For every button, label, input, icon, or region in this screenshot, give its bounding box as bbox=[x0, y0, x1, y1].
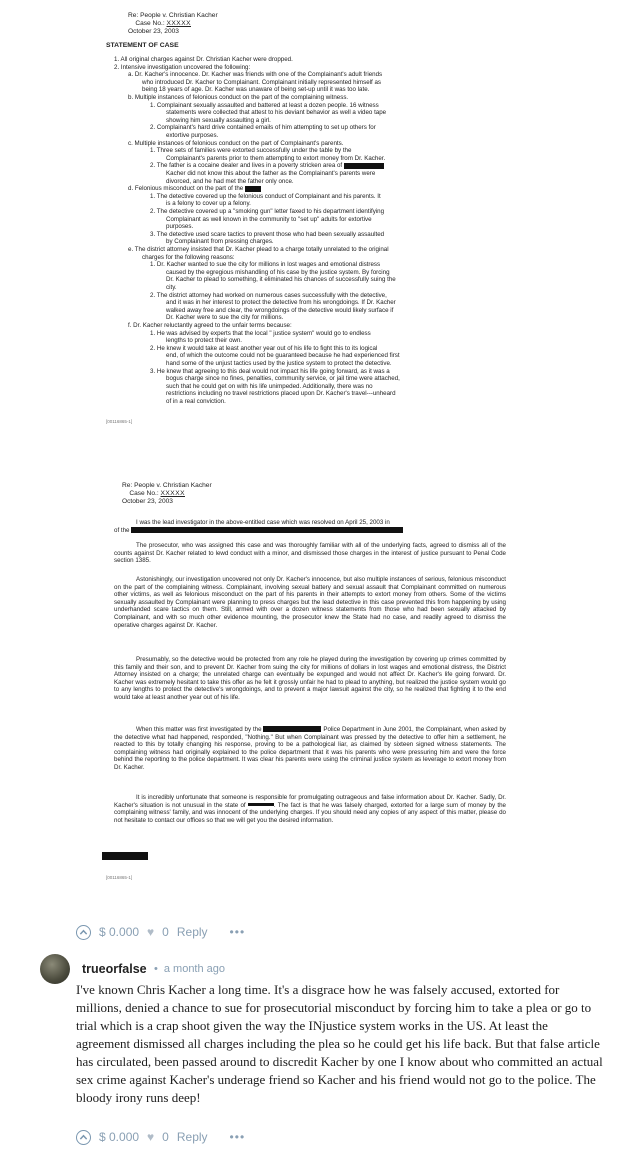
outline-line: who introduced Dr. Kacher to Complainant. Complainant initially represented himself as bbox=[142, 78, 382, 86]
comment-payout[interactable]: $ 0.000 bbox=[99, 1130, 140, 1144]
outline-line: a. Dr. Kacher's innocence. Dr. Kacher was friends with one of the Complainant's adult friends bbox=[128, 71, 383, 79]
outline-line: 1. All original charges against Dr. Christian Kacher were dropped. bbox=[114, 56, 293, 63]
heart-icon[interactable]: ♥ bbox=[147, 1130, 155, 1144]
outline-line: c. Multiple instances of felonious conduct on the part of Complainant's parents. bbox=[128, 139, 344, 147]
post-payout[interactable]: $ 0.000 bbox=[99, 925, 140, 939]
comment-timestamp[interactable]: • a month ago bbox=[154, 963, 226, 975]
outline-line: Dr. Kacher were to sue the city for millions. bbox=[166, 314, 284, 322]
outline-line: 2. Intensive investigation uncovered the following: bbox=[114, 63, 251, 71]
investigator-letter-page bbox=[80, 476, 560, 908]
outline-line: 2. The detective covered up a "smoking gun" letter faxed to his department identifying bbox=[150, 208, 385, 215]
outline-line: 1. Complainant sexually assaulted and battered at least a dozen people. 16 witness bbox=[150, 101, 379, 109]
doc1-footer: [00116865-1] bbox=[106, 419, 133, 424]
outline-line: charges for the following reasons: bbox=[142, 253, 235, 261]
doc2-case-label: Case No.: bbox=[129, 490, 159, 497]
outline-line: city. bbox=[166, 284, 177, 291]
outline-line: restrictions including no travel restrictions placed upon Dr. Kacher's travel---unheard bbox=[166, 390, 396, 398]
outline-line: extortive purposes. bbox=[166, 132, 219, 139]
doc1-header bbox=[128, 12, 218, 36]
outline-line: Kacher did not know this about the father as the Complainant's parents were bbox=[166, 170, 376, 177]
outline-line: showing him sexually assaulting a girl. bbox=[166, 116, 271, 124]
outline-line: 2. The father is a cocaine dealer and lives in a poverty stricken area of bbox=[150, 162, 530, 170]
outline-line: caused by the egregious mishandling of his case by the justice system. By forcing bbox=[166, 268, 390, 276]
post-actions-bar bbox=[76, 923, 245, 941]
doc2-footer: [00116865-1] bbox=[106, 875, 133, 880]
signature-redaction bbox=[102, 852, 148, 860]
doc1-re-line: Re: People v. Christian Kacher bbox=[128, 12, 218, 19]
outline-line: 1. The detective covered up the felonious conduct of Complainant and his parents. It bbox=[150, 192, 381, 200]
upvote-icon[interactable] bbox=[76, 1130, 91, 1145]
outline-line: Complainant's parents prior to them attempting to extort money from Dr. Kacher. bbox=[166, 154, 386, 162]
doc2-re-line: Re: People v. Christian Kacher bbox=[122, 482, 212, 489]
doc2-para-6: It is incredibly unfortunate that someone is responsible for promulgating outrageous and false information about Dr. Kacher. Sadly, Dr. Kacher's situation is not unusual in the state of . The fact is that he was falsely charged, extorted for a large sum of money by the complaining witness' family, and was innocent of the underlying charges. If you should need any copies of any aspect of this matter, please do not hesitate to contact our offices so that we will get you the desired information. bbox=[114, 794, 506, 824]
post-reply-link[interactable]: Reply bbox=[176, 925, 208, 939]
outline-line: 1. Dr. Kacher wanted to sue the city for millions in lost wages and emotional distress bbox=[150, 261, 381, 269]
outline-line: b. Multiple instances of felonious conduct on the part of the complaining witness. bbox=[128, 94, 349, 101]
outline-line: by Complainant from pressing charges. bbox=[166, 238, 274, 246]
outline-line: bogus charge since no fines, penalties, community service, or jail time were attached, bbox=[166, 375, 400, 383]
doc2-para-3: Astonishingly, our investigation uncovered not only Dr. Kacher's innocence, but also multiple instances of serious, felonious misconduct on the part of the complaining witness. Complainant, involving sexual battery and sexual assault that Complainant committed on numerous other victims, as well as felonious misconduct on the part of his parents in their attempts to extort money from others. Some of the victims sexually assaulted by Complainant were planning to press charges but the lead detective in this case prevented this from happening by using underhanded scare tactics on them. Still, armed with over a dozen witness statements from those who had been sexually attacked by Complainant, and with so much other evidence mounting, the prosecutor knew the State had no case, and readily agreed to dismiss the operative charges against Dr. Kacher. bbox=[114, 576, 506, 629]
avatar[interactable] bbox=[40, 954, 70, 984]
outline-line: f. Dr. Kacher reluctantly agreed to the unfair terms because: bbox=[128, 322, 292, 329]
outline-line: 3. The detective used scare tactics to prevent those who had been sexually assaulted bbox=[150, 230, 385, 238]
statement-of-case-page bbox=[80, 0, 560, 430]
outline-line: Complainant as well known in the community to "set up" adults for extortive bbox=[166, 215, 372, 223]
upvote-icon[interactable] bbox=[76, 925, 91, 940]
redaction-bar bbox=[131, 527, 403, 533]
outline-line: of in a real conviction. bbox=[166, 398, 226, 405]
doc1-date: October 23, 2003 bbox=[128, 28, 179, 35]
outline-line: end, of which the outcome could not be guaranteed because he had experienced first bbox=[166, 352, 400, 360]
doc1-case-label: Case No.: bbox=[135, 20, 165, 27]
heart-icon[interactable]: ♥ bbox=[147, 925, 155, 939]
outline-line: Dr. Kacher to plead to something, it eliminated his chances of successfully suing the bbox=[166, 276, 396, 284]
outline-line: e. The district attorney insisted that Dr. Kacher plead to a charge totally unrelated to the original bbox=[128, 246, 389, 253]
outline-line: walked away free and clear, the wrongdoings of the detective would likely surface if bbox=[166, 306, 394, 314]
post-like-count: 0 bbox=[162, 925, 169, 939]
comment-author[interactable]: trueorfalse bbox=[82, 962, 147, 976]
doc1-case-value: XXXXX bbox=[166, 20, 191, 27]
doc2-para-5: When this matter was first investigated by the Police Department in June 2001, the Complainant, when asked by the detective what had happened, responded, "Nothing." But when Complainant was pressed by the detective to offer him a settlement, he reacted to this by totally changing his response, proving to be a pathological liar, as claimed by sixteen signed witness statements. The complaining witness had originally explained to the police department that it was his parents who were pressuring him and were the force behind the reporting to the police department. It was clear his parents were using the criminal justice system as leverage to extort money from Dr. Kacher. bbox=[114, 726, 506, 771]
outline-line: is a felony to cover up a felony. bbox=[166, 200, 251, 208]
outline-line: purposes. bbox=[166, 223, 194, 231]
outline-line: 1. Three sets of families were extorted successfully under the table by the bbox=[150, 147, 352, 155]
outline-line: d. Felonious misconduct on the part of the bbox=[128, 185, 530, 193]
redaction-bar bbox=[263, 726, 321, 732]
doc1-heading: STATEMENT OF CASE bbox=[106, 42, 179, 49]
doc2-para-2: The prosecutor, who was assigned this case and was thoroughly familiar with all of the underlying facts, agreed to dismiss all of the counts against Dr. Kacher related to lewd conduct with a minor, and dismissed those charges in the interest of justice pursuant to Penal Code section 1385. bbox=[114, 542, 506, 565]
doc2-header bbox=[122, 482, 212, 506]
outline-line: statements were collected that attest to his deviant behavior as well a video tape bbox=[166, 109, 387, 117]
doc2-date: October 23, 2003 bbox=[122, 498, 173, 505]
redaction-bar bbox=[344, 163, 384, 169]
comment-body: I've known Chris Kacher a long time. It's a disgrace how he was falsely accused, extorted for millions, denied a chance to sue for prosecutorial misconduct by forcing him to take a plea or go to trial which is a crap shoot given the way the INjustice system works in the US. At least the agreement dismissed all charges including the plea so he could get his life back. But that false article has circulated, been passed around to discredit Kacher by one I know about who committed an actual sex crime against Kacher's underage friend so Kacher and his friend would not go to the police. The bloody irony runs deep! bbox=[76, 982, 603, 1105]
outline-line: 2. Complainant's hard drive contained emails of him attempting to set up others for bbox=[150, 124, 376, 132]
doc2-para-4: Presumably, so the detective would be protected from any role he played during the investigation by covering up crimes committed by this family and their son, and to prevent Dr. Kacher from suing the city for millions of dollars in lost wages and emotional distress, the District Attorney insisted on a charge; the unrelated charge can eventually be expunged and would not affect Dr. Kacher's life going forward. Dr. Kacher was extremely hesitant to take this offer as he felt it grossly unfair he had to plead to anything, but realized the justice system would go to any lengths to protect the detective's wrongdoings, and to prevent a major lawsuit against the city, so he realized that fighting it to the end would take at least another year out of his life. bbox=[114, 656, 506, 701]
outline-line: lengths to protect their own. bbox=[166, 337, 243, 345]
outline-line: such that he could get on with his life unimpeded. Additionally, there was no bbox=[166, 382, 373, 390]
more-icon[interactable]: ••• bbox=[229, 1130, 246, 1144]
outline-line: hand some of the unjust tactics used by the justice system to protect the detective. bbox=[166, 360, 392, 367]
outline-line: 2. He knew it would take at least another year out of his life to fight this to its logical bbox=[150, 344, 378, 352]
outline-line: and it was in her interest to protect the detective from his wrongdoings. If Dr. Kacher bbox=[166, 299, 396, 307]
comment-actions-bar bbox=[76, 1128, 245, 1146]
doc2-para-1: I was the lead investigator in the above-entitled case which was resolved on April 25, 2003 in of the bbox=[114, 519, 506, 534]
outline-line: 2. The district attorney had worked on numerous cases successfully with the detective, bbox=[150, 291, 387, 299]
doc2-case-value: XXXXX bbox=[160, 490, 185, 497]
more-icon[interactable]: ••• bbox=[229, 925, 246, 939]
outline-line: divorced, and he had met the father only once. bbox=[166, 177, 294, 185]
comment-reply-link[interactable]: Reply bbox=[176, 1130, 208, 1144]
outline-line: being 18 years of age. Dr. Kacher was unaware of being set-up until it was too late. bbox=[142, 86, 370, 94]
redaction-bar bbox=[248, 803, 274, 806]
redaction-bar bbox=[245, 186, 261, 192]
outline-line: 3. He knew that agreeing to this deal would not impact his life going forward, as it was a bbox=[150, 367, 390, 375]
comment-like-count: 0 bbox=[162, 1130, 169, 1144]
outline-line: 1. He was advised by experts that the local " justice system" would go to endless bbox=[150, 329, 371, 337]
